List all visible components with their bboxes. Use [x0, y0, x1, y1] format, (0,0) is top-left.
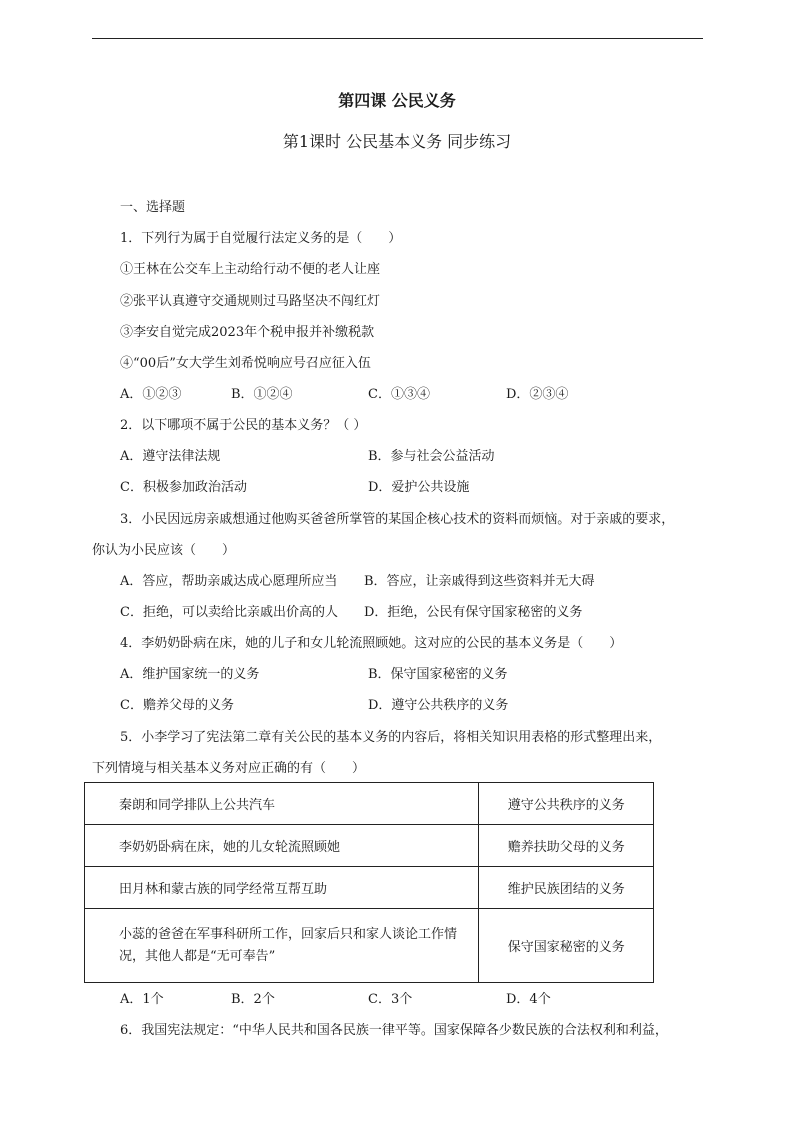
q2-option-b[interactable]: B．参与社会公益活动 [368, 449, 495, 464]
q1-option-b[interactable]: B．①②④ [231, 387, 293, 402]
lesson-subtitle: 第1课时 公民基本义务 同步练习 [282, 132, 512, 151]
q1-item: ①王林在公交车上主动给行动不便的老人让座 [120, 262, 381, 277]
q3-option-c[interactable]: C．拒绝，可以卖给比亲戚出价高的人 [120, 605, 338, 620]
q1-item: ④“00后”女大学生刘希悦响应号召应征入伍 [120, 356, 371, 371]
table-row [85, 909, 654, 983]
q3-stem-line2: 你认为小民应该（ ） [92, 543, 236, 558]
q3-option-d[interactable]: D．拒绝，公民有保守国家秘密的义务 [364, 605, 583, 620]
situation-cell: 李奶奶卧病在床，她的儿女轮流照顾她 [85, 825, 479, 867]
q1-item: ③李安自觉完成2023年个税申报并补缴税款 [120, 325, 375, 340]
q5-option-b[interactable]: B．2个 [231, 992, 275, 1007]
q1-item: ②张平认真遵守交通规则过马路坚决不闯红灯 [120, 294, 381, 309]
q4-option-b[interactable]: B．保守国家秘密的义务 [368, 667, 508, 682]
q5-option-d[interactable]: D．4个 [506, 992, 551, 1007]
q4-stem: 4．李奶奶卧病在床，她的儿子和女儿轮流照顾她。这对应的公民的基本义务是（ ） [120, 636, 623, 651]
q5-stem-line1: 5．小李学习了宪法第二章有关公民的基本义务的内容后，将相关知识用表格的形式整理出来， [120, 730, 662, 745]
situation-text: 小蕊的爸爸在军事科研所工作，回家后只和家人谈论工作情况，其他人都是“无可奉告” [119, 926, 458, 964]
q2-option-a[interactable]: A．遵守法律法规 [120, 449, 221, 464]
q3-option-a[interactable]: A．答应，帮助亲戚达成心愿理所应当 [120, 574, 338, 589]
q4-option-a[interactable]: A．维护国家统一的义务 [120, 667, 260, 682]
lesson-title: 第四课 公民义务 [338, 91, 456, 110]
q3-option-b[interactable]: B．答应，让亲戚得到这些资料并无大碍 [364, 574, 595, 589]
situation-cell: 秦朗和同学排队上公共汽车 [85, 783, 479, 825]
q4-option-c[interactable]: C．赡养父母的义务 [120, 698, 234, 713]
duty-cell: 保守国家秘密的义务 [479, 909, 654, 983]
q4-option-d[interactable]: D．遵守公共秩序的义务 [368, 698, 509, 713]
q2-stem: 2．以下哪项不属于公民的基本义务？（ ） [120, 418, 367, 433]
q1-option-a[interactable]: A．①②③ [120, 387, 182, 402]
table-row [85, 783, 654, 825]
q1-stem: 1．下列行为属于自觉履行法定义务的是（ ） [120, 231, 402, 246]
header-rule [92, 38, 703, 39]
duty-cell: 维护民族团结的义务 [479, 867, 654, 909]
q1-option-d[interactable]: D．②③④ [506, 387, 569, 402]
table-row [85, 825, 654, 867]
q2-option-c[interactable]: C．积极参加政治活动 [120, 480, 247, 495]
q3-stem-line1: 3．小民因远房亲戚想通过他购买爸爸所掌管的某国企核心技术的资料而烦恼。对于亲戚的要求， [120, 512, 675, 527]
q2-option-d[interactable]: D．爱护公共设施 [368, 480, 470, 495]
q6-stem-line1: 6．我国宪法规定：“中华人民共和国各民族一律平等。国家保障各少数民族的合法权利和利益， [120, 1023, 668, 1038]
q5-option-a[interactable]: A．1个 [120, 992, 164, 1007]
situation-cell [85, 909, 479, 983]
q5-stem-line2: 下列情境与相关基本义务对应正确的有（ ） [92, 761, 366, 776]
q1-option-c[interactable]: C．①③④ [368, 387, 430, 402]
section-heading: 一、选择题 [120, 200, 186, 215]
duty-cell: 赡养扶助父母的义务 [479, 825, 654, 867]
q5-option-c[interactable]: C．3个 [368, 992, 413, 1007]
table-row [85, 867, 654, 909]
situation-cell: 田月林和蒙古族的同学经常互帮互助 [85, 867, 479, 909]
q5-table [84, 782, 654, 983]
duty-cell: 遵守公共秩序的义务 [479, 783, 654, 825]
